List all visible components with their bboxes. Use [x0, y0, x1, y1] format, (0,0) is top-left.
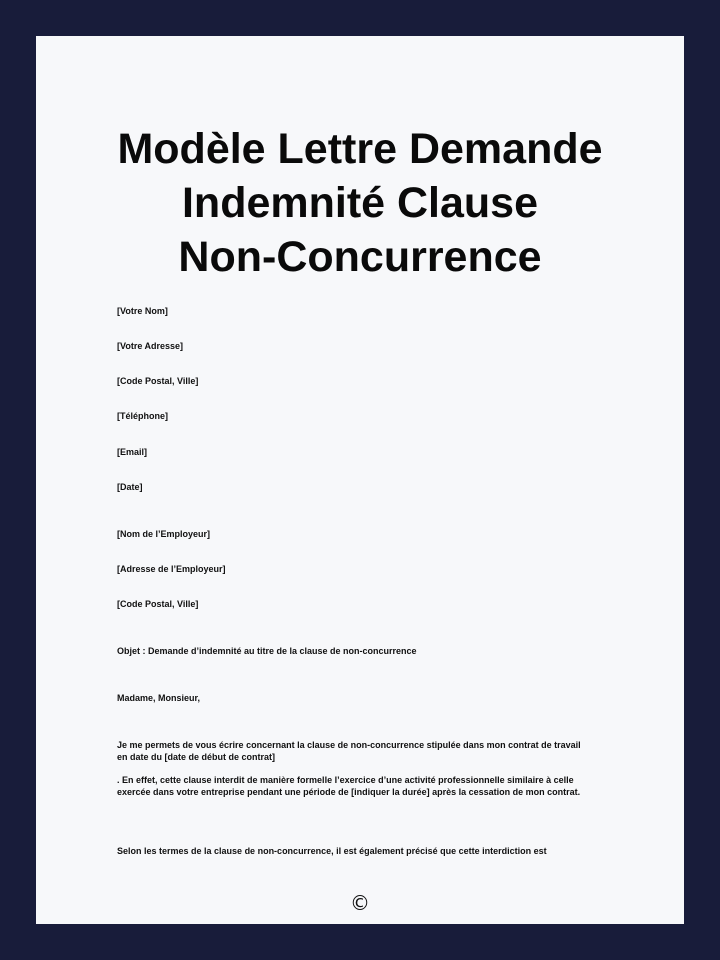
body-paragraph-1: Je me permets de vous écrire concernant la clause de non-concurrence stipulée dans mon contrat de travail en date du [date de début de contrat]: [117, 740, 581, 762]
sender-address: [Votre Adresse]: [117, 341, 184, 351]
recipient-employer-name: [Nom de l’Employeur]: [117, 529, 211, 539]
title-line-1: Modèle Lettre Demande: [117, 125, 603, 173]
letter-salutation: Madame, Monsieur,: [117, 693, 201, 703]
recipient-employer-address: [Adresse de l’Employeur]: [117, 564, 226, 574]
recipient-postal-city: [Code Postal, Ville]: [117, 599, 199, 609]
body-paragraph-2: . En effet, cette clause interdit de manière formelle l’exercice d’une activité professionnelle similaire à celle exercée dans votre entreprise pendant une période de [indiquer la durée] après la cessation de mon contrat.: [117, 775, 581, 797]
sender-email: [Email]: [117, 447, 148, 457]
letter-page: [36, 36, 684, 924]
copyright-icon: ©: [350, 891, 370, 915]
title-line-2: Indemnité Clause: [181, 179, 539, 227]
sender-phone: [Téléphone]: [117, 411, 168, 421]
sender-postal-city: [Code Postal, Ville]: [117, 376, 199, 386]
body-paragraph-3: Selon les termes de la clause de non-concurrence, il est également précisé que cette interdiction est: [117, 846, 547, 856]
document-title: [36, 122, 684, 284]
letter-subject: Objet : Demande d’indemnité au titre de la clause de non-concurrence: [117, 646, 417, 656]
sender-date: [Date]: [117, 482, 143, 492]
title-line-3: Non-Concurrence: [178, 233, 542, 281]
sender-name: [Votre Nom]: [117, 306, 168, 316]
